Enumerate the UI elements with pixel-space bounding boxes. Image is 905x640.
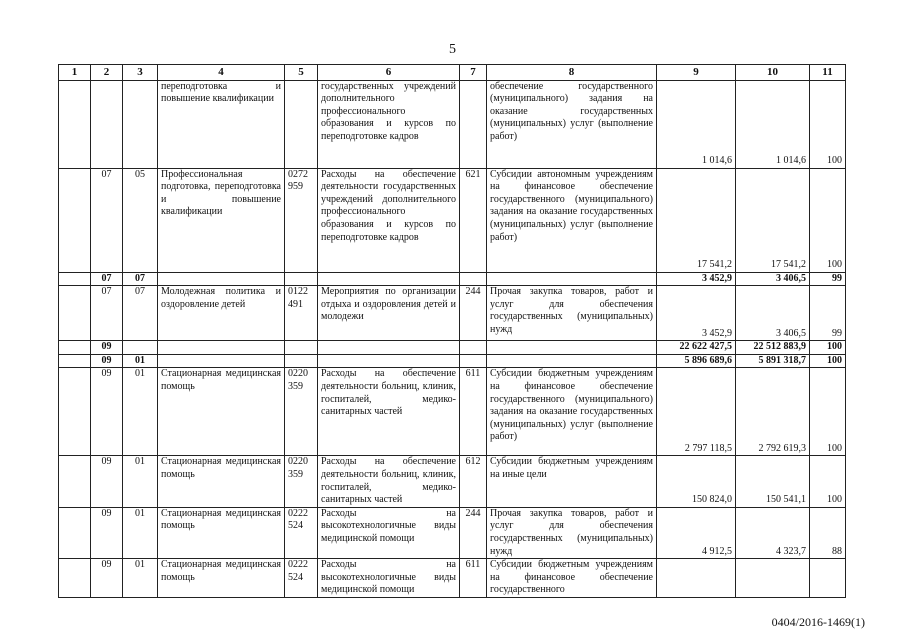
- subtotal-row: [59, 341, 846, 355]
- execution-percent: 100: [810, 456, 846, 507]
- planned-amount: 17 541,2: [657, 168, 736, 272]
- expense-name: Расходы на высокотехнологичные виды медицинской помощи: [318, 559, 460, 598]
- expense-name: государственных учреждений дополнительного профессионального образования и курсов по переподготовке кадров: [318, 80, 460, 168]
- subsection-code: [123, 341, 158, 355]
- execution-percent: 99: [810, 272, 846, 286]
- target-code: [285, 341, 318, 355]
- execution-percent: 100: [810, 80, 846, 168]
- page-number: 5: [449, 42, 456, 57]
- subsection-code: 01: [123, 456, 158, 507]
- expense-name: [318, 341, 460, 355]
- target-code: [285, 272, 318, 286]
- section-code: 09: [91, 341, 123, 355]
- row-number-cell: [59, 286, 91, 341]
- execution-percent: 100: [810, 368, 846, 456]
- header-cell: 7: [460, 65, 487, 81]
- expense-type-name: [487, 341, 657, 355]
- row-number-cell: [59, 272, 91, 286]
- execution-percent: 100: [810, 341, 846, 355]
- expense-type-code: [460, 272, 487, 286]
- subsection-code: [123, 80, 158, 168]
- section-code: 09: [91, 559, 123, 598]
- target-code: 0222 524: [285, 559, 318, 598]
- executed-amount: 17 541,2: [736, 168, 810, 272]
- executed-amount: 2 792 619,3: [736, 368, 810, 456]
- subtotal-row: [59, 354, 846, 368]
- header-cell: 6: [318, 65, 460, 81]
- executed-amount: [736, 559, 810, 598]
- executed-amount: 4 323,7: [736, 507, 810, 558]
- expense-name: [318, 272, 460, 286]
- target-code: 0222 524: [285, 507, 318, 558]
- table-row: [59, 507, 846, 558]
- table-row: [59, 80, 846, 168]
- row-number-cell: [59, 507, 91, 558]
- expense-type-name: Субсидии бюджетным учреждениям на финансовое обеспечение государственного (муниципального) задания на оказание государственных (муниципальных) услуг (выполнение работ): [487, 368, 657, 456]
- expense-type-code: 244: [460, 507, 487, 558]
- header-cell: 10: [736, 65, 810, 81]
- execution-percent: 99: [810, 286, 846, 341]
- table-row: [59, 456, 846, 507]
- subsection-name: Стационарная медицинская помощь: [158, 507, 285, 558]
- header-cell: 5: [285, 65, 318, 81]
- planned-amount: 1 014,6: [657, 80, 736, 168]
- target-code: 0220 359: [285, 456, 318, 507]
- planned-amount: 3 452,9: [657, 286, 736, 341]
- section-code: 07: [91, 272, 123, 286]
- subsection-name: переподготовка и повышение квалификации: [158, 80, 285, 168]
- header-cell: 4: [158, 65, 285, 81]
- planned-amount: 150 824,0: [657, 456, 736, 507]
- section-code: 09: [91, 456, 123, 507]
- subsection-code: 05: [123, 168, 158, 272]
- target-code: 0272 959: [285, 168, 318, 272]
- expense-type-code: 612: [460, 456, 487, 507]
- subsection-code: 01: [123, 368, 158, 456]
- section-code: [91, 80, 123, 168]
- section-code: 07: [91, 286, 123, 341]
- row-number-cell: [59, 354, 91, 368]
- subsection-name: Профессиональная подготовка, переподготовка и повышение квалификации: [158, 168, 285, 272]
- subsection-code: 07: [123, 272, 158, 286]
- expense-type-code: [460, 341, 487, 355]
- subsection-code: 01: [123, 559, 158, 598]
- target-code: 0220 359: [285, 368, 318, 456]
- expense-type-name: [487, 354, 657, 368]
- expense-type-name: Субсидии бюджетным учреждениям на финансовое обеспечение государственного: [487, 559, 657, 598]
- subsection-code: 01: [123, 354, 158, 368]
- subsection-code: 01: [123, 507, 158, 558]
- header-cell: 11: [810, 65, 846, 81]
- subsection-name: Стационарная медицинская помощь: [158, 559, 285, 598]
- target-code: [285, 80, 318, 168]
- section-code: 09: [91, 507, 123, 558]
- row-number-cell: [59, 341, 91, 355]
- expense-type-name: Прочая закупка товаров, работ и услуг для обеспечения государственных (муниципальных) нужд: [487, 286, 657, 341]
- table-row: [59, 286, 846, 341]
- expense-type-code: 244: [460, 286, 487, 341]
- execution-percent: 88: [810, 507, 846, 558]
- row-number-cell: [59, 368, 91, 456]
- planned-amount: 22 622 427,5: [657, 341, 736, 355]
- section-code: 09: [91, 354, 123, 368]
- executed-amount: 3 406,5: [736, 272, 810, 286]
- expense-type-code: 621: [460, 168, 487, 272]
- subsection-name: Стационарная медицинская помощь: [158, 368, 285, 456]
- execution-percent: 100: [810, 168, 846, 272]
- planned-amount: 2 797 118,5: [657, 368, 736, 456]
- header-cell: 8: [487, 65, 657, 81]
- target-code: 0122 491: [285, 286, 318, 341]
- row-number-cell: [59, 559, 91, 598]
- executed-amount: 22 512 883,9: [736, 341, 810, 355]
- planned-amount: 4 912,5: [657, 507, 736, 558]
- subsection-name: [158, 341, 285, 355]
- section-code: 07: [91, 168, 123, 272]
- expense-name: Мероприятия по организации отдыха и оздоровления детей и молодежи: [318, 286, 460, 341]
- expense-type-name: Прочая закупка товаров, работ и услуг для обеспечения государственных (муниципальных) нужд: [487, 507, 657, 558]
- subtotal-row: [59, 272, 846, 286]
- expense-type-code: 611: [460, 368, 487, 456]
- table-row: [59, 368, 846, 456]
- subsection-name: Стационарная медицинская помощь: [158, 456, 285, 507]
- header-cell: 2: [91, 65, 123, 81]
- header-cell: 3: [123, 65, 158, 81]
- row-number-cell: [59, 80, 91, 168]
- header-cell: 1: [59, 65, 91, 81]
- budget-table: [58, 64, 846, 598]
- expense-type-name: Субсидии автономным учреждениям на финансовое обеспечение государственного (муниципального) задания на оказание государственных (муниципальных) услуг (выполнение работ): [487, 168, 657, 272]
- header-row: [59, 65, 846, 81]
- expense-type-name: Субсидии бюджетным учреждениям на иные цели: [487, 456, 657, 507]
- expense-type-name: [487, 272, 657, 286]
- table-row: [59, 168, 846, 272]
- target-code: [285, 354, 318, 368]
- expense-name: Расходы на высокотехнологичные виды медицинской помощи: [318, 507, 460, 558]
- table-row: [59, 559, 846, 598]
- expense-name: Расходы на обеспечение деятельности больниц, клиник, госпиталей, медико-санитарных частей: [318, 456, 460, 507]
- row-number-cell: [59, 456, 91, 507]
- section-code: 09: [91, 368, 123, 456]
- subsection-name: [158, 354, 285, 368]
- planned-amount: 3 452,9: [657, 272, 736, 286]
- header-cell: 9: [657, 65, 736, 81]
- expense-name: Расходы на обеспечение деятельности больниц, клиник, госпиталей, медико-санитарных частей: [318, 368, 460, 456]
- expense-type-code: [460, 80, 487, 168]
- executed-amount: 150 541,1: [736, 456, 810, 507]
- expense-type-name: обеспечение государственного (муниципального) задания на оказание государственных (муниципальных) услуг (выполнение работ): [487, 80, 657, 168]
- subsection-name: Молодежная политика и оздоровление детей: [158, 286, 285, 341]
- executed-amount: 5 891 318,7: [736, 354, 810, 368]
- expense-type-code: [460, 354, 487, 368]
- subsection-code: 07: [123, 286, 158, 341]
- execution-percent: 100: [810, 354, 846, 368]
- execution-percent: [810, 559, 846, 598]
- executed-amount: 1 014,6: [736, 80, 810, 168]
- expense-name: Расходы на обеспечение деятельности государственных учреждений дополнительного профессионального образования и курсов по переподготовке кадров: [318, 168, 460, 272]
- row-number-cell: [59, 168, 91, 272]
- expense-name: [318, 354, 460, 368]
- planned-amount: [657, 559, 736, 598]
- planned-amount: 5 896 689,6: [657, 354, 736, 368]
- document-code: 0404/2016-1469(1): [771, 615, 865, 629]
- executed-amount: 3 406,5: [736, 286, 810, 341]
- expense-type-code: 611: [460, 559, 487, 598]
- subsection-name: [158, 272, 285, 286]
